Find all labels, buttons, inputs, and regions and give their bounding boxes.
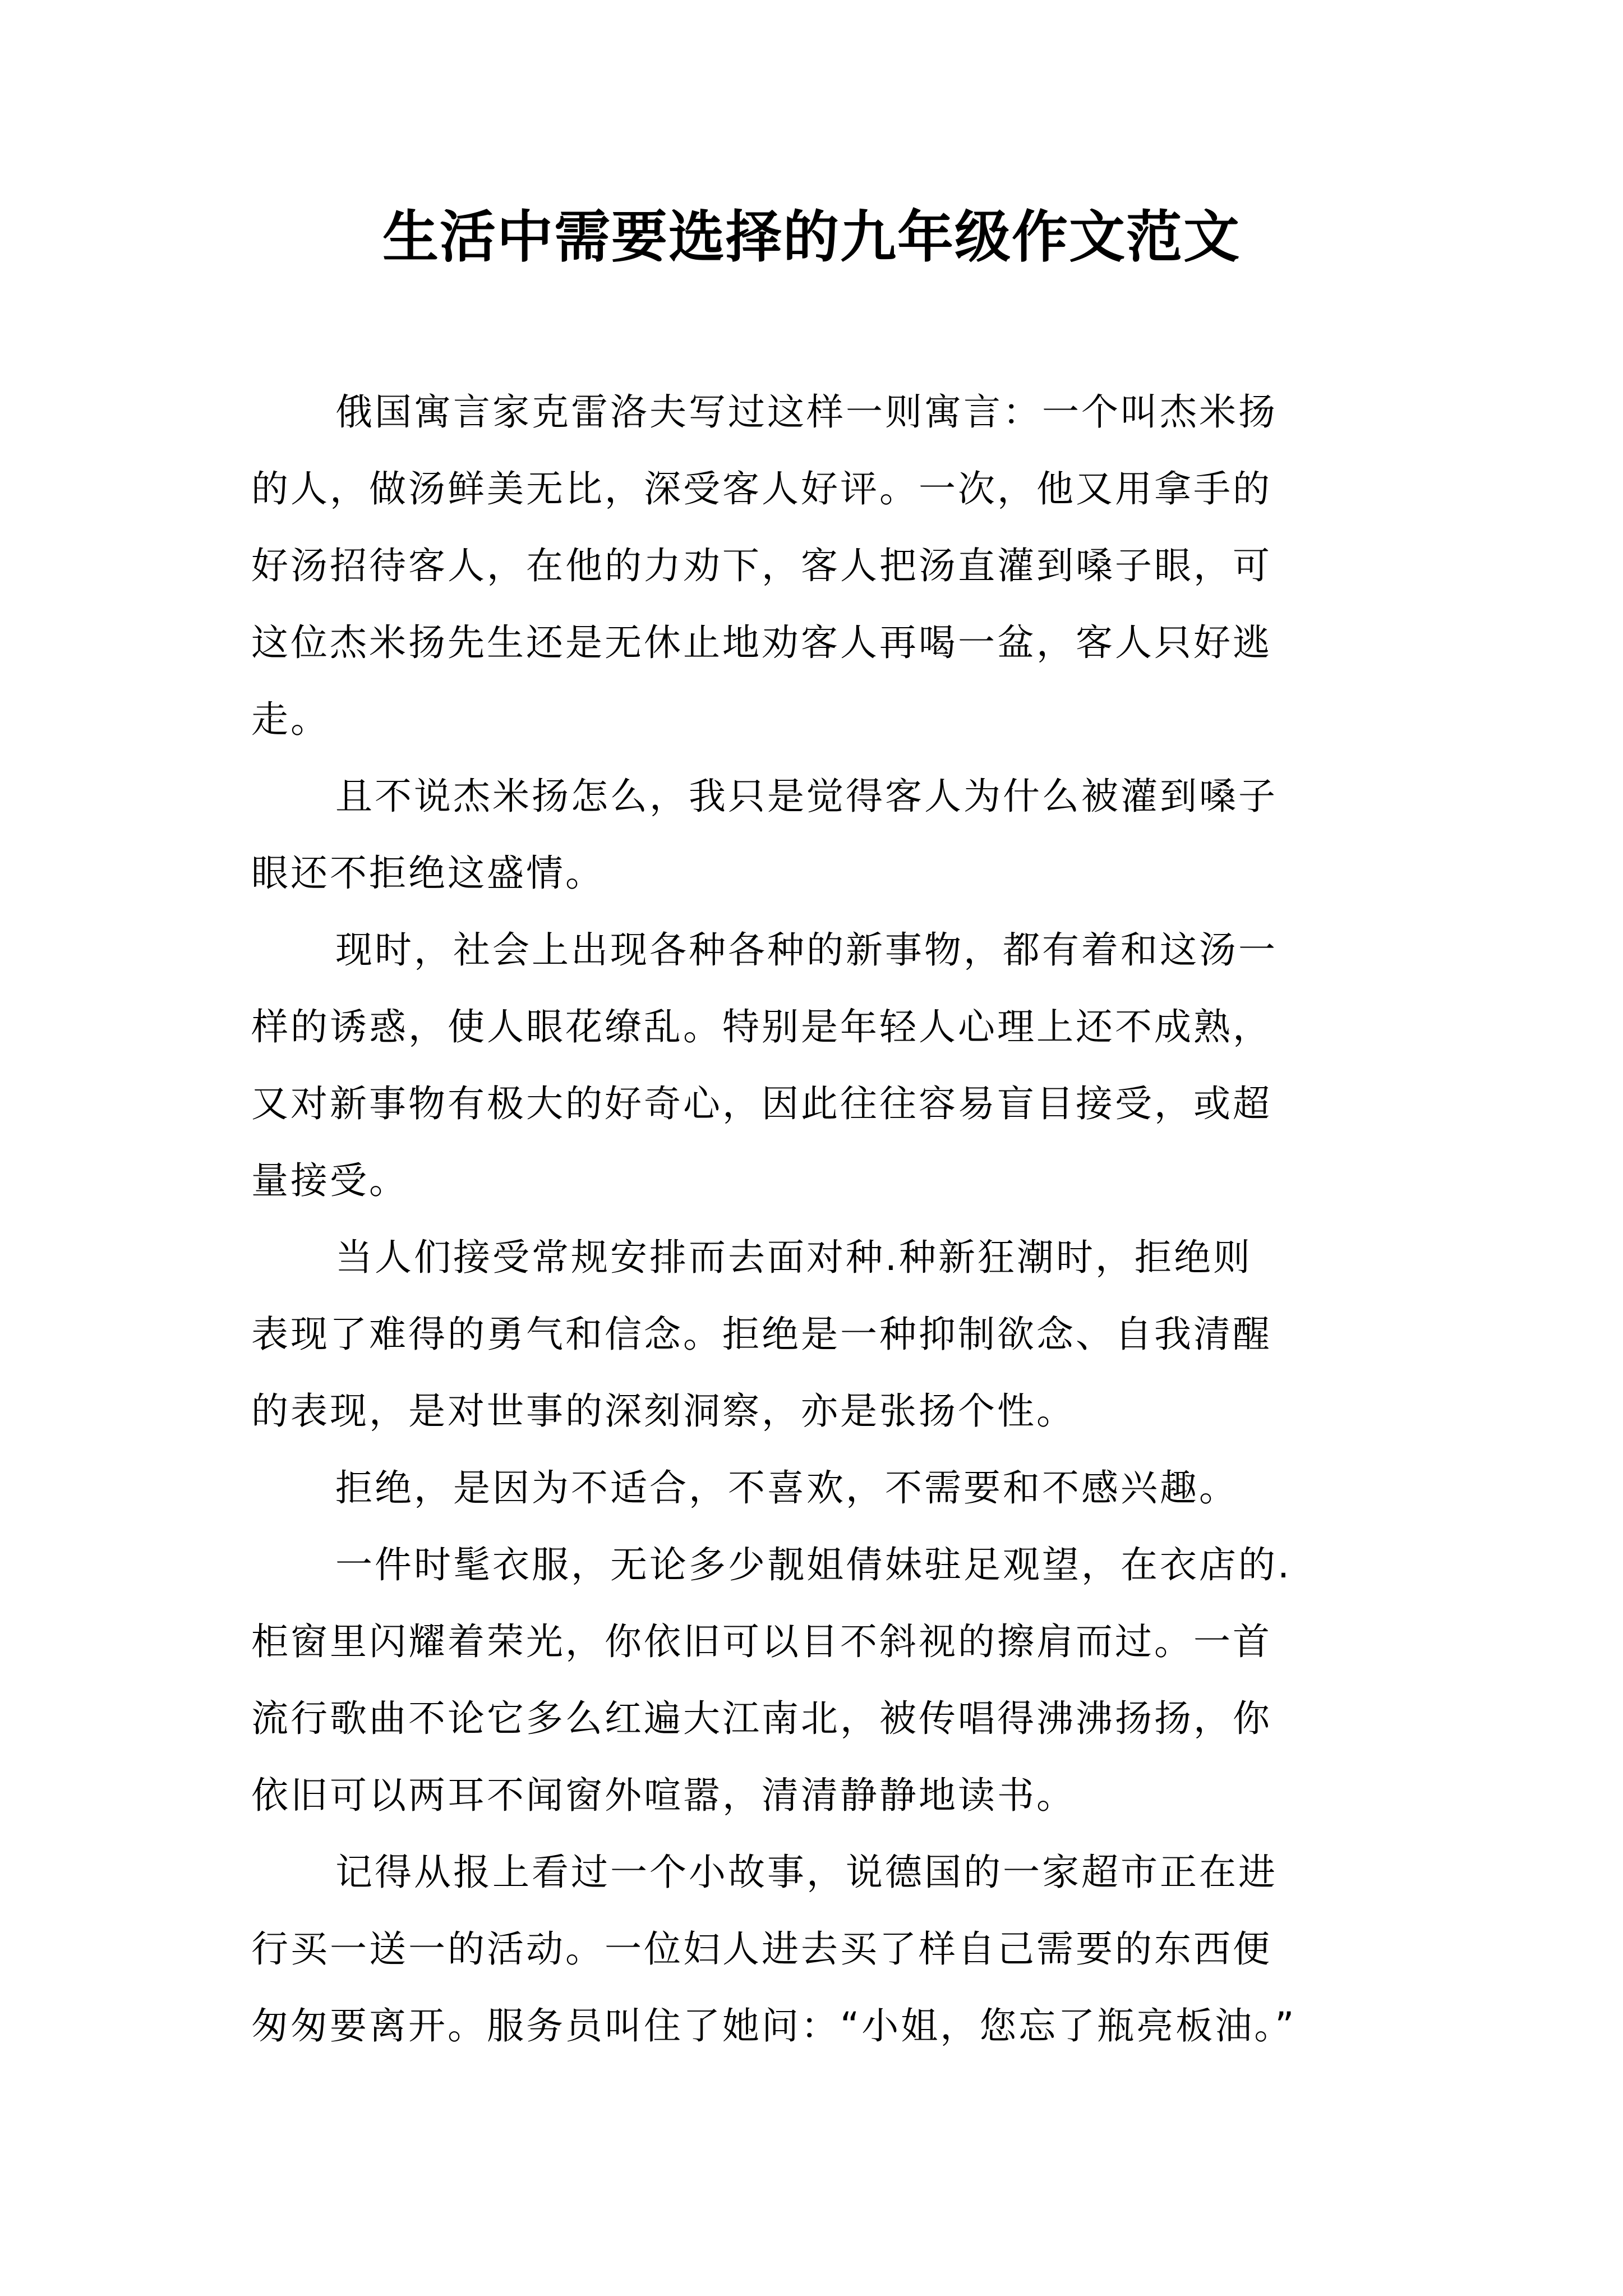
paragraph-line: 的人，做汤鲜美无比，深受客人好评。一次，他又用拿手的 [251, 467, 1272, 510]
paragraph-line: 样的诱惑，使人眼花缭乱。特别是年轻人心理上还不成熟， [251, 1005, 1272, 1048]
paragraph-line: 表现了难得的勇气和信念。拒绝是一种抑制欲念、自我清醒 [251, 1313, 1272, 1356]
paragraph-line: 拒绝，是因为不适合，不喜欢，不需要和不感兴趣。 [335, 1466, 1238, 1510]
paragraph-line: 走。 [251, 698, 330, 741]
paragraph-line: 现时，社会上出现各种各种的新事物，都有着和这汤一 [335, 928, 1278, 972]
paragraph-line: 行买一送一的活动。一位妇人进去买了样自己需要的东西便 [251, 1927, 1272, 1971]
paragraph-line: 量接受。 [251, 1159, 408, 1202]
paragraph-line: 匆匆要离开。服务员叫住了她问：“小姐，您忘了瓶亮板油。” [251, 2004, 1297, 2047]
paragraph-line: 柜窗里闪耀着荣光，你依旧可以目不斜视的擦肩而过。一首 [251, 1620, 1272, 1663]
paragraph-line: 又对新事物有极大的好奇心，因此往往容易盲目接受，或超 [251, 1082, 1272, 1125]
paragraph-line: 依旧可以两耳不闻窗外喧嚣，清清静静地读书。 [251, 1774, 1076, 1817]
paragraph-line: 这位杰米扬先生还是无休止地劝客人再喝一盆，客人只好逃 [251, 621, 1272, 664]
paragraph-line: 当人们接受常规安排而去面对种.种新狂潮时，拒绝则 [335, 1236, 1252, 1279]
paragraph-line: 记得从报上看过一个小故事，说德国的一家超市正在进 [335, 1851, 1278, 1894]
document-title: 生活中需要选择的九年级作文范文 [382, 204, 1241, 270]
paragraph-line: 的表现，是对世事的深刻洞察，亦是张扬个性。 [251, 1389, 1076, 1433]
paragraph-line: 好汤招待客人，在他的力劝下，客人把汤直灌到嗓子眼，可 [251, 544, 1272, 587]
paragraph-line: 且不说杰米扬怎么，我只是觉得客人为什么被灌到嗓子 [335, 775, 1278, 818]
document-body [251, 374, 1435, 2064]
paragraph-line: 眼还不拒绝这盛情。 [251, 852, 605, 895]
paragraph-line: 流行歌曲不论它多么红遍大江南北，被传唱得沸沸扬扬，你 [251, 1697, 1272, 1740]
paragraph-line: 一件时髦衣服，无论多少靓姐倩妹驻足观望，在衣店的. [335, 1543, 1292, 1586]
paragraph-line: 俄国寓言家克雷洛夫写过这样一则寓言：一个叫杰米扬 [335, 390, 1278, 434]
